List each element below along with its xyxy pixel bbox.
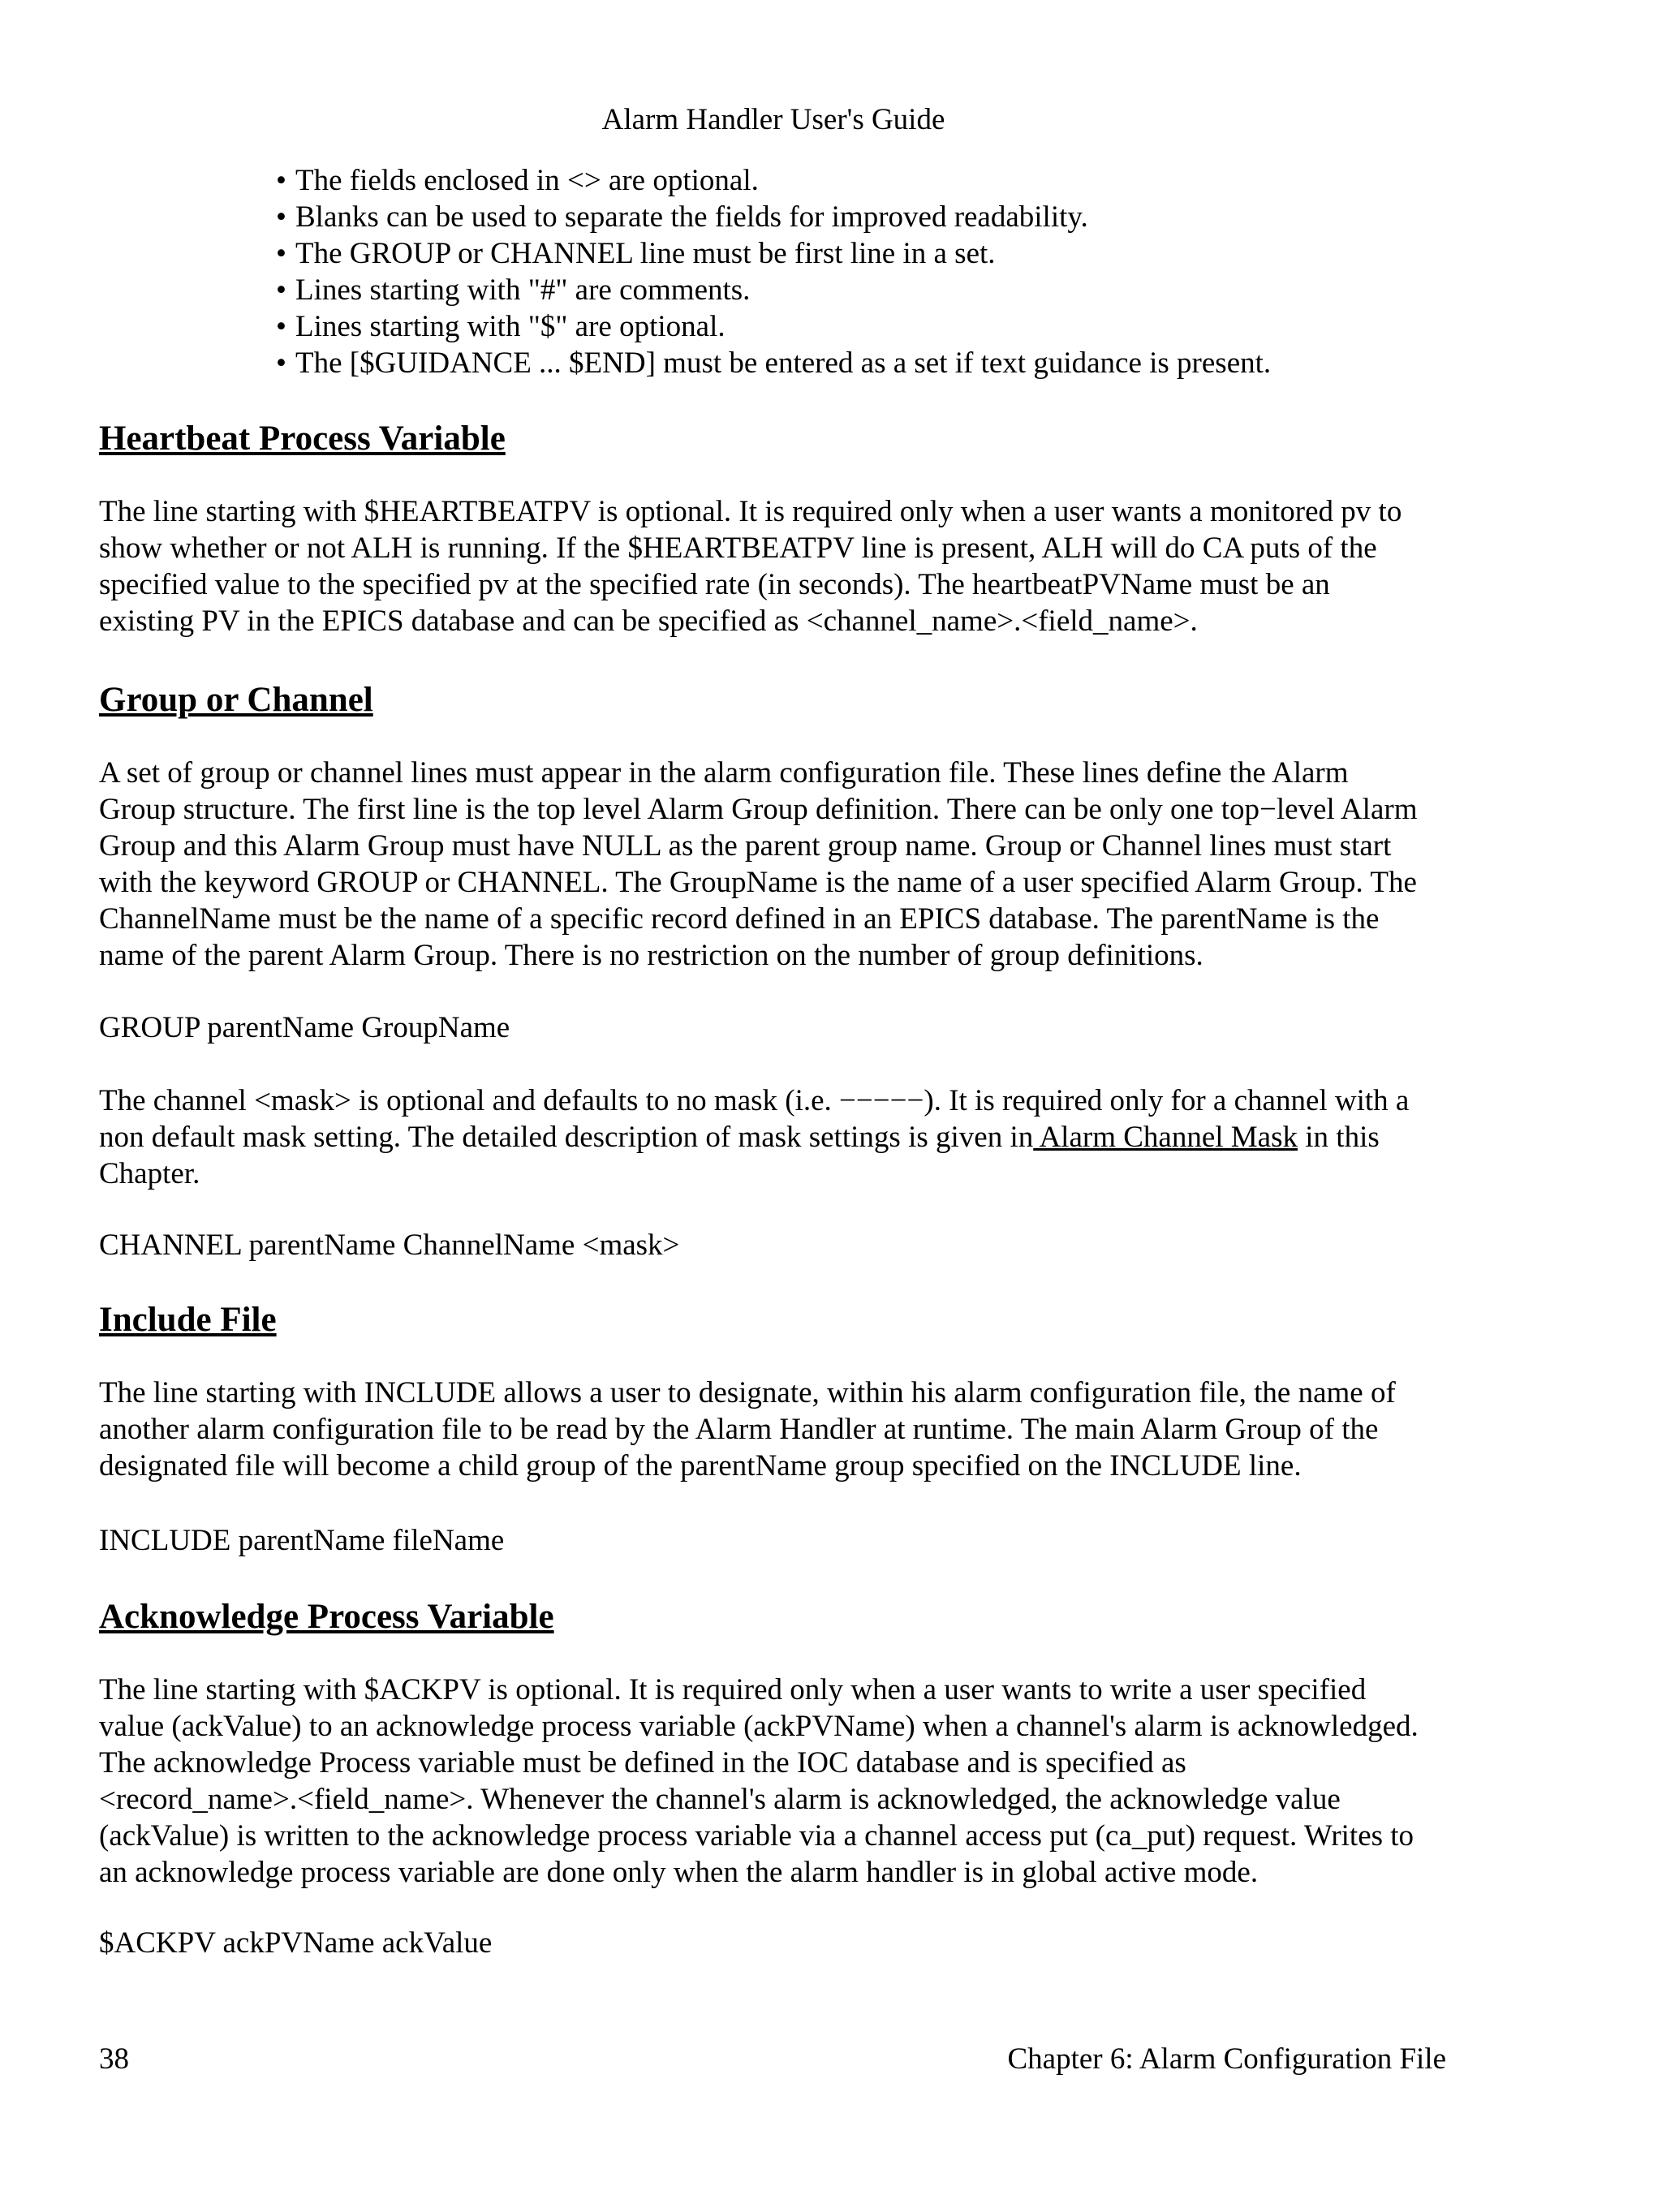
bullet-icon: • (276, 200, 286, 234)
paragraph-group-or-channel: A set of group or channel lines must appear in the alarm configuration file. These lines define the Alarm Group structure. The first line is the top level Alarm Group definition. There can be only one top−level Alarm Group and this Alarm Group must have NULL as the parent group name. Group or Channel lines must start with the keyword GROUP or CHANNEL. The GroupName is the name of a user specified Alarm Group. The ChannelName must be the name of a specific record defined in an EPICS database. The parentName is the name of the parent Alarm Group. There is no restriction on the number of group definitions. (99, 756, 1418, 972)
channel-syntax: CHANNEL parentName ChannelName <mask> (99, 1229, 680, 1262)
chapter-title: Chapter 6: Alarm Configuration File (1007, 2042, 1446, 2076)
paragraph-include-file: The line starting with INCLUDE allows a user to designate, within his alarm configuration file, the name of another alarm configuration file to be read by the Alarm Handler at runtime. The main Alarm Group of the designated file will become a child group of the parentName group specified on the INCLUDE line. (99, 1376, 1396, 1483)
bullet-icon: • (276, 237, 286, 270)
bullet-item: • Lines starting with "$" are optional. (276, 310, 726, 343)
page-number: 38 (99, 2042, 129, 2076)
bullet-icon: • (276, 164, 286, 197)
ackpv-syntax: $ACKPV ackPVName ackValue (99, 1926, 493, 1960)
alarm-channel-mask-link[interactable]: Alarm Channel Mask (1033, 1121, 1298, 1154)
heading-group-or-channel: Group or Channel (99, 681, 373, 719)
bullet-icon: • (276, 346, 286, 380)
bullet-item: • Blanks can be used to separate the fields for improved readability. (276, 200, 1088, 234)
group-syntax: GROUP parentName GroupName (99, 1011, 510, 1044)
notes-bullet-list (276, 162, 1574, 381)
bullet-item: • The [$GUIDANCE ... $END] must be entered as a set if text guidance is present. (276, 346, 1272, 380)
paragraph-heartbeat: The line starting with $HEARTBEATPV is optional. It is required only when a user wants a monitored pv to show whether or not ALH is running. If the $HEARTBEATPV line is present, ALH will do CA puts of the specified value to the specified pv at the specified rate (in seconds). The heartbeatPVName must be an existing PV in the EPICS database and can be specified as <channel_name>.<field_name>. (99, 495, 1402, 638)
include-syntax: INCLUDE parentName fileName (99, 1524, 505, 1557)
bullet-icon: • (276, 310, 286, 343)
bullet-item: • The fields enclosed in <> are optional. (276, 164, 759, 197)
heading-include-file: Include File (99, 1301, 277, 1339)
bullet-item: • Lines starting with "#" are comments. (276, 273, 751, 307)
heading-acknowledge-pv: Acknowledge Process Variable (99, 1598, 554, 1636)
heading-heartbeat: Heartbeat Process Variable (99, 420, 506, 458)
paragraph-acknowledge-pv: The line starting with $ACKPV is optional. It is required only when a user wants to write a user specified value (ackValue) to an acknowledge process variable (ackPVName) when a channel's alarm is acknowledged. The acknowledge Process variable must be defined in the IOC database and is specified as <record_name>.<field_name>. Whenever the channel's alarm is acknowledged, the acknowledge value (ackValue) is written to the acknowledge process variable via a channel access put (ca_put) request. Writes to an acknowledge process variable are done only when the alarm handler is in global active mode. (99, 1673, 1419, 1889)
bullet-icon: • (276, 273, 286, 307)
bullet-item: • The GROUP or CHANNEL line must be first line in a set. (276, 237, 996, 270)
paragraph-mask: The channel <mask> is optional and defaults to no mask (i.e. −−−−−). It is required only for a channel with a non default mask setting. The detailed description of mask settings is given in Alarm Channel Mask in this Chapter. (99, 1084, 1410, 1190)
running-header: Alarm Handler User's Guide (601, 103, 945, 136)
